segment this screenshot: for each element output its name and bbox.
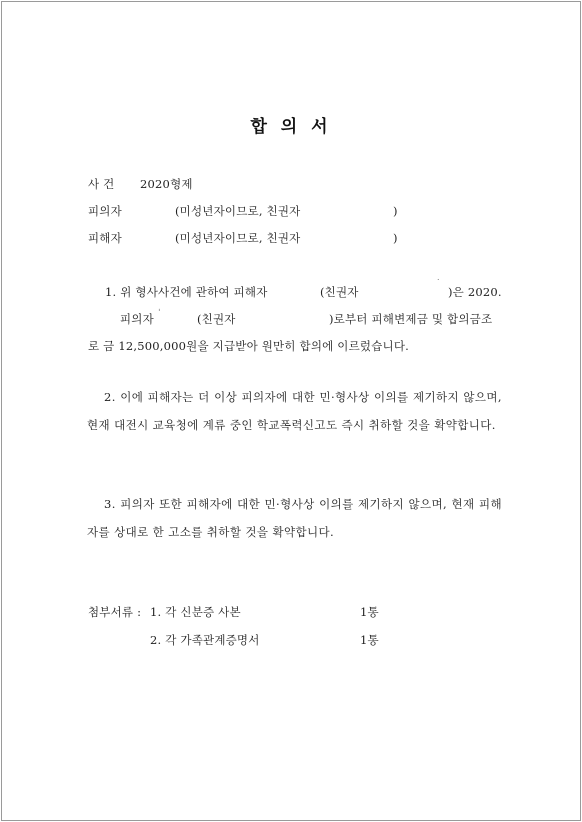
suspect-note-close: ) [393, 204, 398, 218]
victim-note-close: ) [393, 231, 398, 245]
case-number: 2020형제 [140, 177, 193, 191]
attachment-2: 2. 각 가족관계증명서 [150, 633, 260, 647]
document-title: 합 의 서 [250, 117, 332, 137]
paragraph-2: 2. 이에 피해자는 더 이상 피의자에 대한 민·형사상 이의를 제기하지 않으며, 현재 대전시 교육청에 계류 중인 학교폭력신고도 즉시 취하할 것을 확약합니다. [87, 390, 502, 432]
redaction-mark: ˙ [436, 279, 441, 289]
attachment-1-count: 1통 [360, 605, 379, 619]
para1-line3: 로 금 12,500,000원을 지급받아 원만히 합의에 이르렀습니다. [88, 339, 410, 353]
para1-line2-suspect: 피의자 [120, 312, 154, 326]
para1-line1-end: )은 2020. [448, 285, 502, 299]
victim-guardian-note: (미성년자이므로, 친권자 [175, 231, 301, 245]
attachment-2-count: 1통 [360, 633, 379, 647]
suspect-guardian-note: (미성년자이므로, 친권자 [175, 204, 301, 218]
para1-line1-guardian: (친권자 [320, 285, 359, 299]
victim-label: 피해자 [88, 231, 122, 245]
paragraph-3: 3. 피의자 또한 피해자에 대한 민·형사상 이의를 제기하지 않으며, 현재 피해자를 상대로 한 고소를 취하할 것을 확약합니다. [87, 497, 502, 539]
para1-line1-start: 1. 위 형사사건에 관하여 피해자 [105, 285, 268, 299]
attachment-1: 1. 각 신분증 사본 [150, 605, 241, 619]
suspect-label: 피의자 [88, 204, 122, 218]
para1-line2-end: )로부터 피해변제금 및 합의금조 [329, 312, 493, 326]
para1-line2-guardian: (친권자 [197, 312, 236, 326]
attachments-label: 첨부서류 : [88, 605, 142, 619]
redaction-mark: ˈ [158, 309, 161, 319]
case-label: 사 건 [88, 177, 115, 191]
